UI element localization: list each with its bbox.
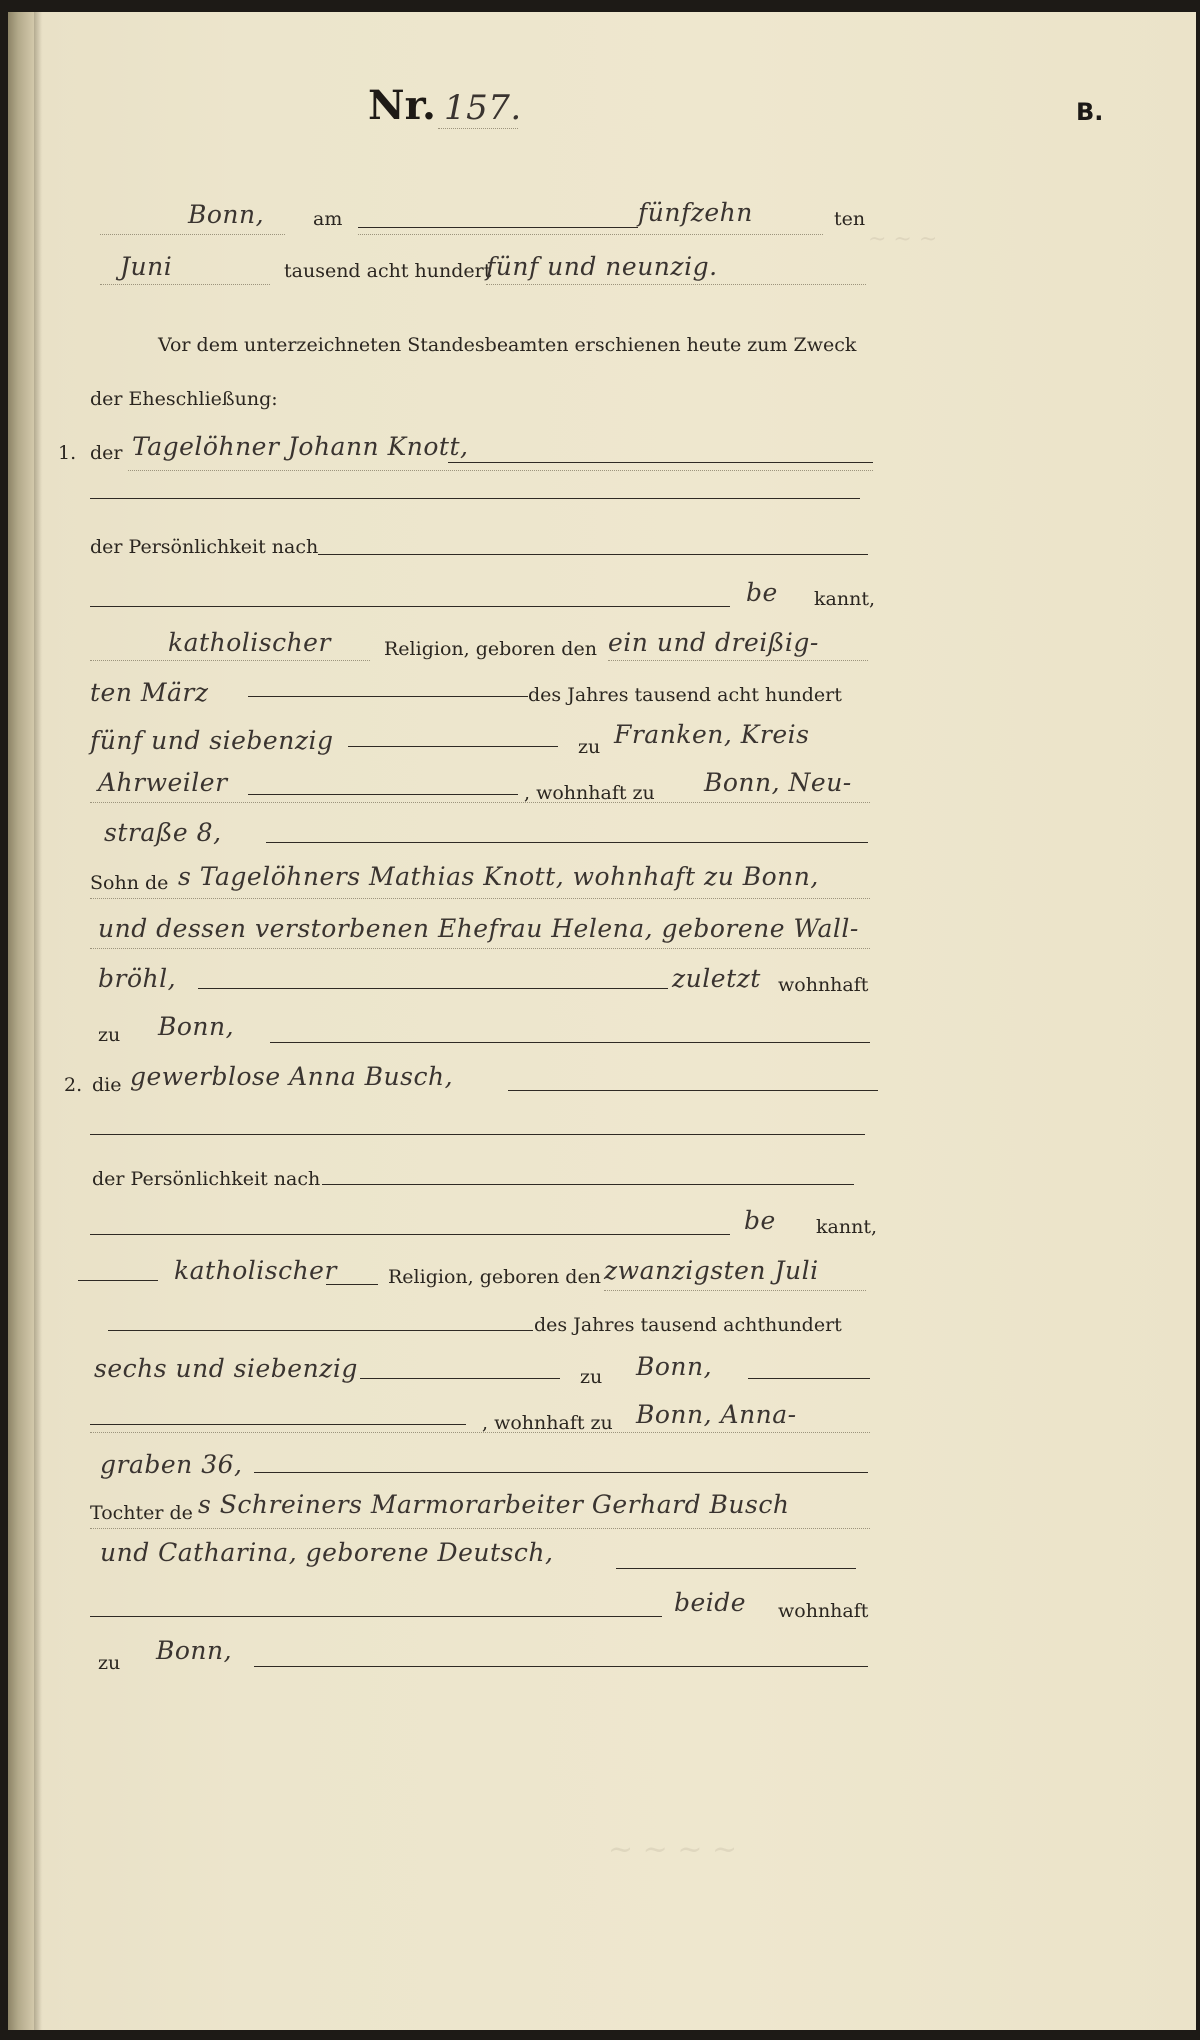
dotted-rule — [358, 234, 823, 235]
bride-article: die — [92, 1074, 122, 1096]
am-label: am — [313, 208, 343, 230]
dotted-rule — [100, 284, 270, 285]
bride-daughter-label: Tochter de — [90, 1502, 193, 1524]
groom-birth-place-2: Ahrweiler — [98, 768, 228, 797]
day-field: fünfzehn — [638, 198, 753, 227]
register-page — [8, 12, 1196, 2030]
filler-line — [348, 746, 558, 747]
series-letter: B. — [1076, 98, 1104, 126]
filler-line — [448, 462, 873, 463]
bride-residence-field: Bonn, Anna- — [636, 1400, 797, 1429]
bride-number: 2. — [64, 1074, 83, 1096]
book-binding — [8, 12, 34, 2030]
dotted-rule — [128, 470, 873, 471]
intro-line-1: Vor dem unterzeichneten Standesbeamten erschienen heute zum Zweck — [158, 334, 857, 356]
bride-birth-day-field: zwanzigsten Juli — [604, 1256, 819, 1285]
place-field: Bonn, — [188, 200, 265, 229]
filler-line — [266, 842, 868, 843]
filler-line — [198, 988, 668, 989]
groom-identity-label: der Persönlichkeit nach — [90, 536, 319, 558]
bride-birth-year-field: sechs und siebenzig — [94, 1354, 358, 1383]
binding-shadow — [34, 12, 42, 2030]
groom-birth-year-field: fünf und siebenzig — [90, 726, 334, 755]
year-prefix: tausend acht hundert — [284, 260, 492, 282]
groom-wohnhaft-label: wohnhaft — [778, 974, 869, 996]
bride-religion-field: katholischer — [174, 1256, 337, 1285]
bleed-through-text: ~ ~ ~ — [868, 227, 938, 252]
bride-year-label: des Jahres tausend achthundert — [534, 1314, 842, 1336]
filler-line — [90, 1616, 662, 1617]
filler-line — [108, 1330, 533, 1331]
bride-residence-label: , wohnhaft zu — [482, 1412, 613, 1434]
year-words-field: fünf und neunzig. — [486, 252, 718, 281]
groom-identity-suffix: kannt, — [814, 588, 875, 610]
filler-line — [90, 1234, 730, 1235]
dotted-rule — [90, 802, 870, 803]
dotted-rule — [604, 1290, 866, 1291]
filler-line — [322, 1184, 854, 1185]
filler-line — [748, 1378, 870, 1379]
bride-religion-label: Religion, geboren den — [388, 1266, 601, 1288]
groom-parents-line-2: und dessen verstorbenen Ehefrau Helena, geborene Wall- — [98, 914, 859, 943]
filler-line — [90, 498, 860, 499]
groom-birth-place-field: Franken, Kreis — [614, 720, 810, 749]
filler-line — [254, 1666, 868, 1667]
groom-article: der — [90, 442, 123, 464]
groom-parents-line-1: s Tagelöhners Mathias Knott, wohnhaft zu Bonn, — [178, 862, 819, 891]
groom-number: 1. — [58, 442, 77, 464]
filler-line — [248, 794, 518, 795]
groom-name-field: Tagelöhner Johann Knott, — [132, 432, 469, 461]
ten-suffix: ten — [834, 208, 866, 230]
groom-zu-label: zu — [578, 736, 601, 758]
filler-line — [318, 554, 868, 555]
bride-wohnhaft-label: wohnhaft — [778, 1600, 869, 1622]
dotted-rule — [90, 1432, 870, 1433]
intro-line-2: der Eheschließung: — [90, 388, 278, 410]
groom-religion-label: Religion, geboren den — [384, 638, 597, 660]
filler-line — [360, 1378, 560, 1379]
filler-line — [616, 1568, 856, 1569]
groom-residence-2: straße 8, — [104, 818, 222, 847]
bleed-through-text: ~ ~ ~ ~ — [608, 1832, 738, 1867]
dotted-rule — [90, 1528, 870, 1529]
record-number-label: Nr. — [368, 82, 436, 129]
filler-line — [358, 227, 638, 228]
dotted-rule — [486, 284, 866, 285]
bride-both-label: beide — [674, 1588, 747, 1617]
groom-religion-field: katholischer — [168, 628, 331, 657]
dotted-rule — [100, 234, 285, 235]
dotted-rule — [438, 128, 518, 129]
dotted-rule — [90, 948, 870, 949]
bride-zu-label: zu — [580, 1366, 603, 1388]
filler-line — [248, 696, 528, 697]
record-number-value: 157. — [444, 88, 522, 128]
groom-year-label: des Jahres tausend acht hundert — [528, 684, 842, 706]
groom-birth-month-field: ten März — [90, 678, 209, 707]
filler-line — [78, 1280, 158, 1281]
filler-line — [270, 1042, 870, 1043]
groom-zu-label-2: zu — [98, 1024, 121, 1046]
groom-last-label: zuletzt — [672, 964, 761, 993]
month-field: Juni — [120, 252, 173, 281]
filler-line — [254, 1472, 868, 1473]
filler-line — [90, 1424, 466, 1425]
filler-line — [508, 1090, 878, 1091]
bride-parents-line-1: s Schreiners Marmorarbeiter Gerhard Busch — [198, 1490, 790, 1519]
groom-parents-residence: Bonn, — [158, 1012, 235, 1041]
bride-zu-label-2: zu — [98, 1652, 121, 1674]
bride-identity-label: der Persönlichkeit nach — [92, 1168, 321, 1190]
dotted-rule — [90, 660, 370, 661]
filler-line — [326, 1284, 378, 1285]
dotted-rule — [608, 660, 868, 661]
bride-identity-value: be — [744, 1206, 776, 1235]
groom-parents-line-3: bröhl, — [98, 964, 177, 993]
bride-birth-place-field: Bonn, — [636, 1352, 713, 1381]
groom-identity-value: be — [746, 578, 778, 607]
groom-residence-label: , wohnhaft zu — [524, 782, 655, 804]
dotted-rule — [90, 898, 870, 899]
groom-residence-field: Bonn, Neu- — [704, 768, 852, 797]
filler-line — [90, 606, 730, 607]
bride-residence-2: graben 36, — [100, 1450, 243, 1479]
filler-line — [90, 1134, 865, 1135]
bride-identity-suffix: kannt, — [816, 1216, 877, 1238]
bride-parents-residence: Bonn, — [156, 1636, 233, 1665]
bride-parents-line-2: und Catharina, geborene Deutsch, — [100, 1538, 554, 1567]
bride-name-field: gewerblose Anna Busch, — [130, 1062, 454, 1091]
groom-son-label: Sohn de — [90, 872, 169, 894]
groom-birth-day-field: ein und dreißig- — [608, 628, 819, 657]
